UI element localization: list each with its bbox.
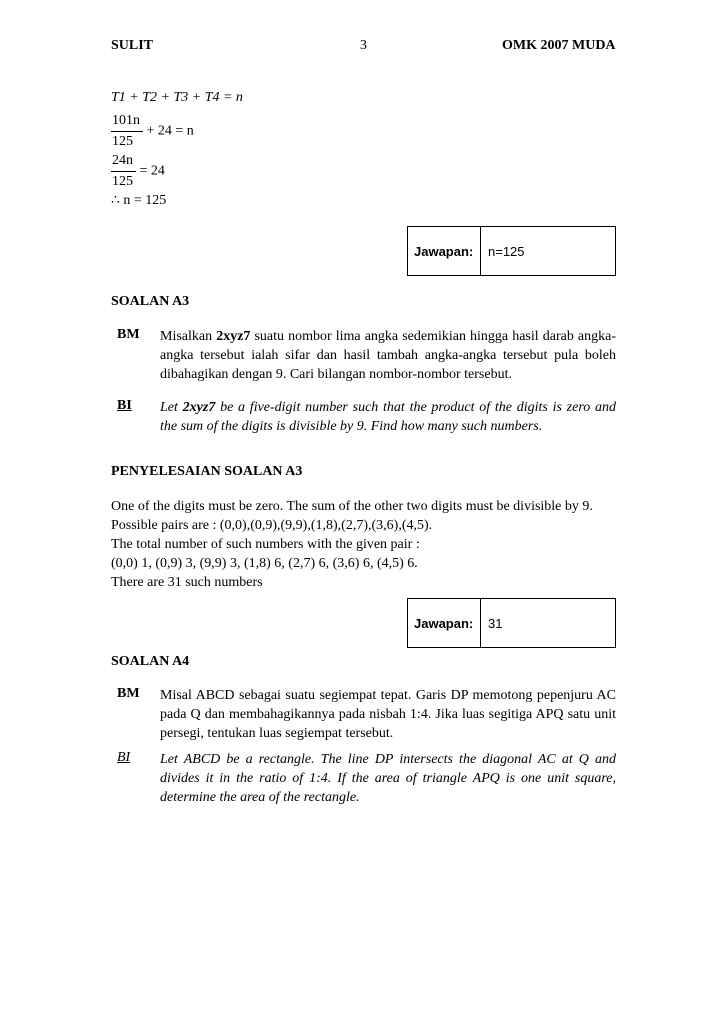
- fraction-numerator: 24n: [111, 153, 136, 172]
- question-a3-bi: Let 2xyz7 be a five-digit number such that the product of the digits is zero and the sum of the digits is divisible by 9. Find how many such numbers.: [160, 400, 617, 434]
- question-a3-bm: Misalkan 2xyz7 suatu nombor lima angka sedemikian hingga hasil darab angka-angka tersebut ialah sifar dan hasil tambah angka-angka tersebut pula boleh dibahagikan dengan 9. Cari bilangan nombor-nombor tersebut.: [160, 329, 616, 382]
- bm-tag: BM: [117, 686, 140, 701]
- bi-tag: BI: [117, 398, 132, 413]
- solution-line: Possible pairs are : (0,0),(0,9),(9,9),(1,8),(2,7),(3,6),(4,5).: [111, 518, 433, 533]
- bi-tag: BI: [117, 750, 131, 765]
- solution-line: (0,0) 1, (0,9) 3, (9,9) 3, (1,8) 6, (2,7) 6, (3,6) 6, (4,5) 6.: [111, 556, 418, 571]
- answer-box-a2: [407, 226, 616, 276]
- equation-rest: = 24: [139, 163, 165, 179]
- fraction-numerator: 101n: [111, 113, 143, 132]
- header-right: OMK 2007 MUDA: [502, 38, 616, 53]
- solution-line: There are 31 such numbers: [111, 575, 263, 590]
- bm-tag: BM: [117, 327, 140, 342]
- fraction-denominator: 125: [112, 134, 133, 149]
- equation-rest: + 24 = n: [146, 123, 194, 139]
- header-left: SULIT: [111, 38, 154, 53]
- answer-value: 31: [488, 616, 503, 631]
- equation-conclusion: ∴ n = 125: [111, 193, 167, 208]
- section-heading-solution-a3: PENYELESAIAN SOALAN A3: [111, 464, 303, 479]
- equation-fraction-1: [111, 113, 194, 150]
- solution-line: The total number of such numbers with the given pair :: [111, 537, 420, 552]
- solution-line: One of the digits must be zero. The sum of the other two digits must be divisible by 9.: [111, 499, 593, 514]
- page-number: 3: [360, 38, 367, 53]
- fraction-denominator: 125: [112, 174, 133, 189]
- question-a4-bm: Misal ABCD sebagai suatu segiempat tepat. Garis DP memotong pepenjuru AC pada Q dan membahagikannya pada nisbah 1:4. Jika luas segitiga APQ satu unit persegi, tentukan luas segiempat tersebut.: [160, 688, 616, 741]
- answer-label: Jawapan:: [414, 244, 474, 259]
- section-heading-a3: SOALAN A3: [111, 294, 190, 309]
- question-a4-bi: Let ABCD be a rectangle. The line DP intersects the diagonal AC at Q and divides it in the ratio of 1:4. If the area of triangle APQ is one unit square, determine the area of the rectangle.: [160, 752, 616, 805]
- answer-label: Jawapan:: [414, 616, 474, 631]
- answer-value: n=125: [488, 244, 525, 259]
- equation-sum: T1 + T2 + T3 + T4 = n: [111, 90, 243, 105]
- answer-box-a3: [407, 598, 616, 648]
- section-heading-a4: SOALAN A4: [111, 654, 190, 669]
- equation-fraction-2: [111, 153, 165, 190]
